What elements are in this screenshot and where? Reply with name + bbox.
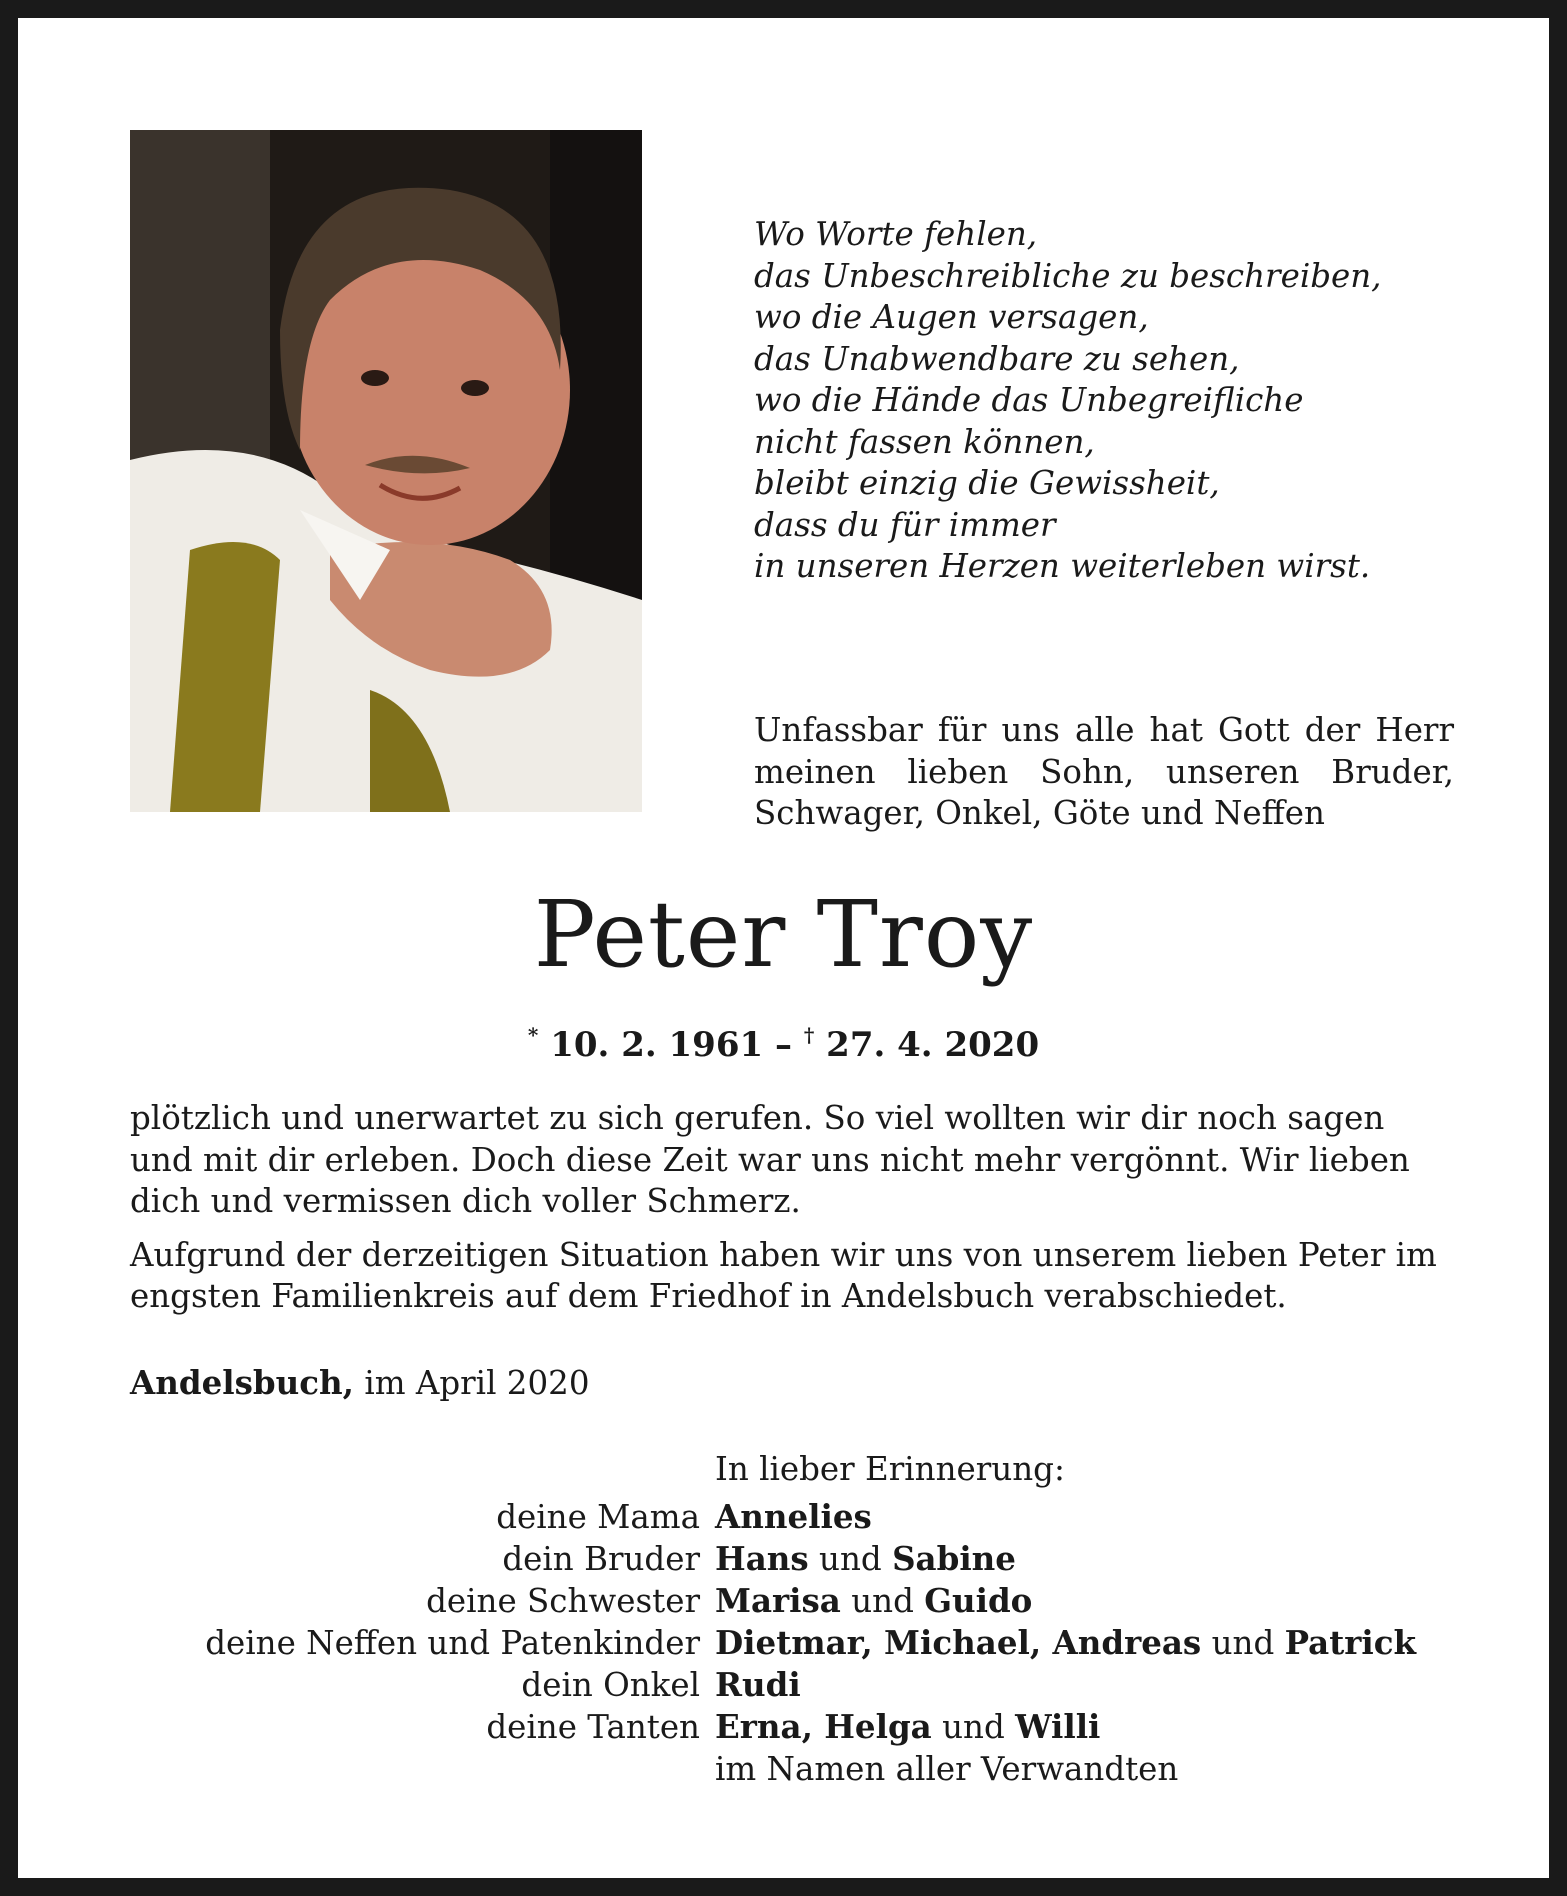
poem-line: nicht fassen können, <box>754 422 1095 461</box>
signer-row <box>130 1664 1460 1706</box>
poem-line: bleibt einzig die Gewissheit, <box>754 464 1220 502</box>
poem-line: dass du für immer <box>754 505 1056 544</box>
place-date <box>130 1362 590 1404</box>
place-town: Andelsbuch, <box>130 1363 354 1402</box>
signers-list <box>130 1496 1460 1790</box>
signer-relation: deine Mama <box>496 1498 700 1536</box>
poem-line: das Unabwendbare zu sehen, <box>754 339 1240 378</box>
signer-name: Rudi <box>715 1665 801 1704</box>
and-word: und <box>851 1582 914 1620</box>
signer-name: Annelies <box>715 1497 872 1536</box>
signer-row <box>130 1538 1460 1580</box>
signer-name: Dietmar, Michael, Andreas <box>715 1623 1202 1662</box>
signer-names <box>715 1496 872 1538</box>
deceased-name: Peter Troy <box>533 881 1034 988</box>
body-paragraph: Aufgrund der derzeitigen Situation haben wir uns von unserem lieben Peter im engsten Familienkreis auf dem Friedhof in Andelsbuch verabschiedet. <box>130 1235 1437 1315</box>
body-paragraph: plötzlich und unerwartet zu sich gerufen. So viel wollten wir dir noch sagen und mit dir erleben. Doch diese Zeit war uns nicht mehr vergönnt. Wir lieben dich und vermissen dich voller Schmerz. <box>130 1099 1410 1220</box>
place-month: im April 2020 <box>364 1364 590 1402</box>
signer-name: Sabine <box>892 1539 1016 1578</box>
and-word: und <box>819 1540 882 1578</box>
life-dates <box>18 1014 1549 1066</box>
signer-row <box>130 1622 1460 1664</box>
poem <box>754 214 1474 588</box>
portrait-photo <box>130 130 642 812</box>
signer-names <box>715 1538 1016 1580</box>
body-text <box>130 1098 1455 1330</box>
poem-line: das Unbeschreibliche zu beschreiben, <box>754 256 1382 295</box>
intro-text <box>754 710 1454 835</box>
signer-row <box>130 1706 1460 1748</box>
death-symbol: † <box>803 1023 815 1047</box>
signer-relation: deine Tanten <box>486 1708 700 1746</box>
signer-names <box>715 1580 1032 1622</box>
signer-name: Erna, Helga <box>715 1707 932 1746</box>
intro-line: Unfassbar für uns alle hat Gott der Herr <box>754 711 1454 749</box>
signer-name: Willi <box>1015 1707 1101 1746</box>
signer-relation: dein Onkel <box>521 1666 700 1704</box>
and-word: und <box>942 1708 1005 1746</box>
signer-row <box>130 1496 1460 1538</box>
closing-line: im Namen aller Verwandten <box>715 1750 1179 1788</box>
poem-line: Wo Worte fehlen, <box>754 215 1038 253</box>
signer-relation-empty <box>130 1748 700 1790</box>
death-date: 27. 4. 2020 <box>826 1025 1040 1065</box>
memory-header: In lieber Erinnerung: <box>715 1450 1065 1488</box>
signer-names <box>715 1622 1416 1664</box>
signer-name: Patrick <box>1284 1623 1417 1662</box>
signer-names <box>715 1664 801 1706</box>
birth-date: 10. 2. 1961 <box>550 1025 764 1065</box>
intro-line: Schwager, Onkel, Göte und Neffen <box>754 794 1325 832</box>
poem-line: wo die Augen versagen, <box>754 298 1149 336</box>
signer-name: Marisa <box>715 1581 841 1620</box>
date-separator: – <box>775 1025 792 1065</box>
signer-relation: deine Neffen und Patenkinder <box>205 1624 700 1662</box>
poem-line: in unseren Herzen weiterleben wirst. <box>754 547 1371 585</box>
signer-relation: deine Schwester <box>426 1582 700 1620</box>
signer-names <box>715 1706 1100 1748</box>
and-word: und <box>1211 1624 1275 1662</box>
signer-relation: dein Bruder <box>502 1540 700 1578</box>
poem-line: wo die Hände das Unbegreifliche <box>754 381 1304 419</box>
signer-row <box>130 1748 1460 1790</box>
portrait-image <box>130 130 642 812</box>
signer-name: Hans <box>715 1539 809 1578</box>
birth-symbol: * <box>527 1023 539 1047</box>
intro-line: meinen lieben Sohn, unseren Bruder, <box>754 752 1454 791</box>
signer-name: Guido <box>924 1581 1033 1620</box>
signer-row <box>130 1580 1460 1622</box>
